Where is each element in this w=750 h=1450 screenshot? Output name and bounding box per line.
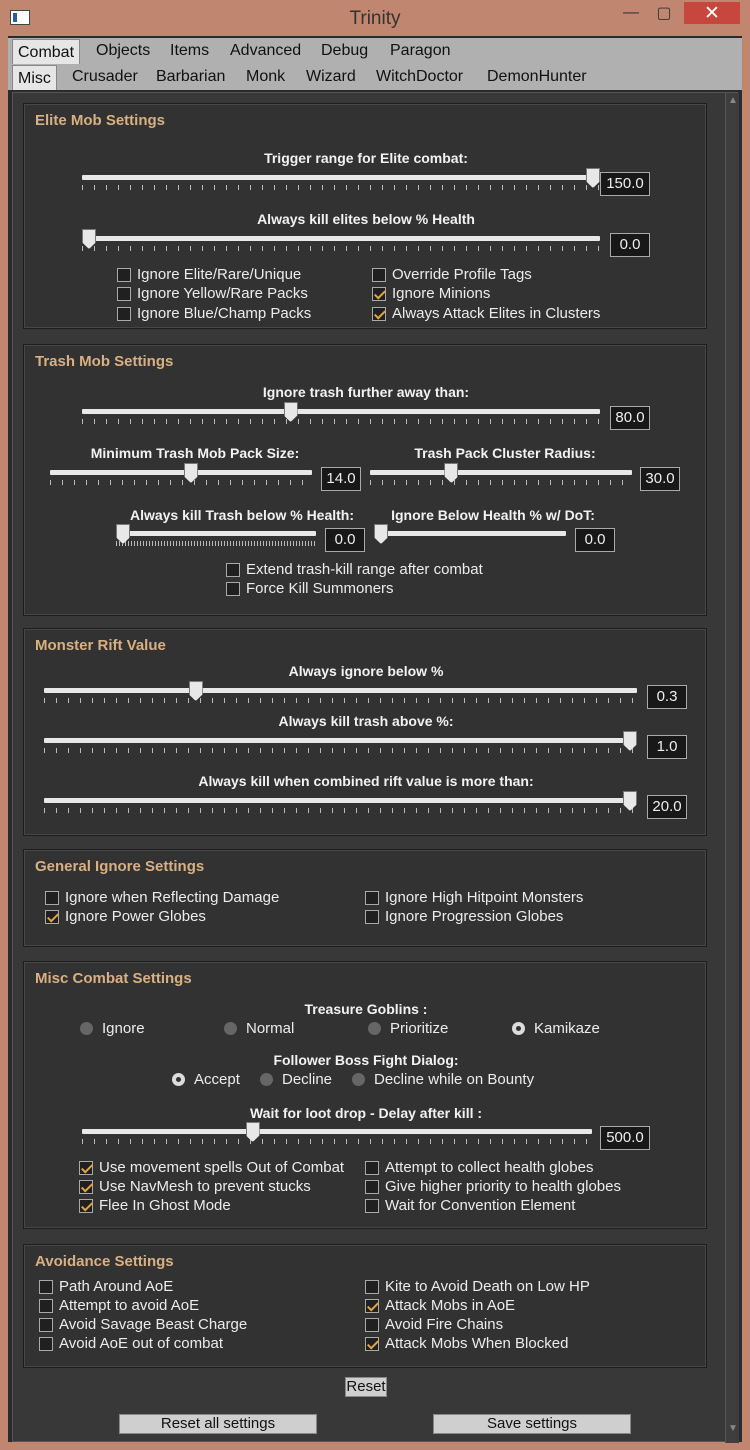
checkbox-box[interactable] [39, 1318, 53, 1332]
tab-items[interactable]: Items [170, 42, 210, 59]
trigger-range-track[interactable] [82, 175, 600, 180]
trash-range-label: Ignore trash further away than: [262, 384, 470, 400]
checkbox-label: Override Profile Tags [392, 266, 532, 283]
checkbox-box[interactable] [79, 1180, 93, 1194]
scroll-down-icon[interactable]: ▼ [728, 1423, 738, 1434]
checkbox-label: Flee In Ghost Mode [99, 1197, 231, 1214]
checkbox-box[interactable] [79, 1199, 93, 1213]
checkbox-box[interactable] [365, 910, 379, 924]
group-title: General Ignore Settings [35, 858, 205, 875]
rift-value-group [23, 628, 707, 836]
radio-dot[interactable] [80, 1022, 93, 1035]
tab-demonhunter[interactable]: DemonHunter [487, 68, 587, 85]
radio-goblin-prioritize[interactable] [368, 1020, 448, 1037]
kill-trash-ticks [116, 541, 316, 546]
trash-mob-group [23, 344, 707, 616]
tab-monk[interactable]: Monk [246, 68, 286, 85]
checkbox-label: Avoid AoE out of combat [59, 1335, 223, 1352]
checkbox-label: Path Around AoE [59, 1278, 174, 1295]
rift-ignore-label: Always ignore below % [288, 663, 444, 679]
window-title: Trinity [349, 8, 401, 29]
group-title: Avoidance Settings [35, 1253, 174, 1270]
cluster-radius-ticks [370, 480, 632, 485]
checkbox-progression-globes[interactable] [365, 908, 563, 925]
minimize-button[interactable]: — [623, 4, 639, 21]
checkbox-box[interactable] [365, 891, 379, 905]
checkbox-beast-charge[interactable] [39, 1316, 247, 1333]
elite-mob-group [23, 103, 707, 329]
checkbox-box[interactable] [365, 1280, 379, 1294]
checkbox-box[interactable] [39, 1337, 53, 1351]
secondary-tabs [8, 64, 742, 90]
tab-paragon[interactable]: Paragon [390, 42, 451, 59]
cluster-radius-value[interactable]: 30.0 [640, 467, 680, 491]
checkbox-override-tags[interactable] [372, 266, 532, 283]
rift-combined-label: Always kill when combined rift value is more than: [198, 773, 534, 789]
radio-goblin-normal[interactable] [224, 1020, 294, 1037]
radio-follower-accept[interactable] [172, 1071, 240, 1088]
checkbox-box[interactable] [365, 1318, 379, 1332]
rift-kill-above-track[interactable] [44, 738, 637, 743]
checkbox-fire-chains[interactable] [365, 1316, 503, 1333]
checkbox-label: Kite to Avoid Death on Low HP [385, 1278, 590, 1295]
rift-kill-above-value[interactable]: 1.0 [647, 735, 687, 759]
checkbox-box[interactable] [117, 268, 131, 282]
vertical-scrollbar[interactable] [725, 93, 739, 1443]
radio-label: Normal [246, 1020, 295, 1037]
radio-label: Kamikaze [534, 1020, 600, 1037]
reset-all-button[interactable]: Reset all settings [119, 1414, 317, 1434]
tab-advanced[interactable]: Advanced [230, 42, 302, 59]
checkbox-label: Avoid Fire Chains [385, 1316, 504, 1333]
checkbox-aoe-out-of-combat[interactable] [39, 1335, 223, 1352]
rift-combined-value[interactable]: 20.0 [647, 795, 687, 819]
checkbox-box[interactable] [365, 1199, 379, 1213]
radio-label: Decline while on Bounty [374, 1071, 535, 1088]
checkbox-label: Avoid Savage Beast Charge [59, 1316, 248, 1333]
elite-health-value[interactable]: 0.0 [610, 233, 650, 257]
checkbox-attack-in-aoe[interactable] [365, 1297, 515, 1314]
radio-follower-decline-bounty[interactable] [352, 1071, 534, 1088]
tab-barbarian[interactable]: Barbarian [156, 68, 226, 85]
tab-witchdoctor[interactable]: WitchDoctor [376, 68, 464, 85]
checkbox-label: Attack Mobs When Blocked [385, 1335, 569, 1352]
checkbox-priority-globes[interactable] [365, 1178, 621, 1195]
elite-health-track[interactable] [82, 236, 600, 241]
checkbox-path-around-aoe[interactable] [39, 1278, 173, 1295]
checkbox-label: Wait for Convention Element [385, 1197, 576, 1214]
trash-range-track[interactable] [82, 409, 600, 414]
checkbox-attack-when-blocked[interactable] [365, 1335, 568, 1352]
group-title: Monster Rift Value [35, 637, 166, 654]
checkbox-label: Use NavMesh to prevent stucks [99, 1178, 311, 1195]
checkbox-box[interactable] [39, 1280, 53, 1294]
checkbox-high-hitpoint[interactable] [365, 889, 583, 906]
rift-combined-ticks [44, 808, 637, 813]
save-settings-button[interactable]: Save settings [433, 1414, 631, 1434]
checkbox-force-kill[interactable] [226, 580, 394, 597]
trash-range-value[interactable]: 80.0 [610, 406, 650, 430]
checkbox-label: Always Attack Elites in Clusters [392, 305, 601, 322]
settings-panel [12, 92, 738, 1442]
checkbox-box[interactable] [226, 582, 240, 596]
checkbox-reflect-damage[interactable] [45, 889, 279, 906]
checkbox-box[interactable] [45, 891, 59, 905]
checkbox-box[interactable] [365, 1180, 379, 1194]
checkbox-label: Force Kill Summoners [246, 580, 394, 597]
checkbox-label: Attack Mobs in AoE [385, 1297, 516, 1314]
elite-health-label: Always kill elites below % Health [257, 211, 475, 227]
misc-combat-group [23, 961, 707, 1229]
trigger-range-ticks [82, 185, 600, 190]
checkbox-label: Ignore Minions [392, 285, 491, 302]
checkbox-attack-clusters[interactable] [372, 305, 600, 322]
rift-kill-above-label: Always kill trash above %: [278, 713, 454, 729]
checkbox-box[interactable] [226, 563, 240, 577]
title-bar[interactable] [0, 0, 750, 36]
checkbox-box[interactable] [372, 287, 386, 301]
radio-dot[interactable] [368, 1022, 381, 1035]
kill-trash-value[interactable]: 0.0 [325, 528, 365, 552]
trash-range-ticks [82, 419, 600, 424]
radio-label: Accept [194, 1071, 240, 1088]
checkbox-convention-element[interactable] [365, 1197, 575, 1214]
checkbox-label: Give higher priority to health globes [385, 1178, 621, 1195]
rift-ignore-value[interactable]: 0.3 [647, 685, 687, 709]
group-title: Elite Mob Settings [35, 112, 166, 129]
checkbox-label: Extend trash-kill range after combat [246, 561, 483, 578]
cluster-radius-label: Trash Pack Cluster Radius: [414, 445, 596, 461]
checkbox-label: Ignore Power Globes [65, 908, 206, 925]
checkbox-box[interactable] [79, 1161, 93, 1175]
checkbox-power-globes[interactable] [45, 908, 206, 925]
reset-button[interactable]: Reset [346, 1378, 386, 1395]
checkbox-box[interactable] [45, 910, 59, 924]
dot-health-value[interactable]: 0.0 [575, 528, 615, 552]
trigger-range-value[interactable]: 150.0 [600, 172, 650, 196]
checkbox-label: Ignore High Hitpoint Monsters [385, 889, 584, 906]
group-title: Trash Mob Settings [35, 353, 174, 370]
radio-dot[interactable] [224, 1022, 237, 1035]
loot-delay-label: Wait for loot drop - Delay after kill : [249, 1105, 483, 1121]
radio-dot[interactable] [352, 1073, 365, 1086]
radio-follower-decline[interactable] [260, 1071, 332, 1088]
checkbox-movement-spells[interactable] [79, 1159, 344, 1176]
radio-dot[interactable] [172, 1073, 185, 1086]
kill-trash-track[interactable] [116, 531, 316, 536]
checkbox-box[interactable] [365, 1337, 379, 1351]
checkbox-label: Attempt to collect health globes [385, 1159, 594, 1176]
rift-combined-track[interactable] [44, 798, 637, 803]
primary-tabs [8, 38, 742, 64]
trigger-range-label: Trigger range for Elite combat: [264, 150, 468, 166]
radio-dot[interactable] [512, 1022, 525, 1035]
radio-label: Decline [282, 1071, 333, 1088]
kill-trash-label: Always kill Trash below % Health: [129, 507, 355, 523]
goblins-label: Treasure Goblins : [304, 1001, 428, 1017]
checkbox-health-globes[interactable] [365, 1159, 593, 1176]
close-button[interactable]: ✕ [684, 2, 740, 24]
tab-debug[interactable]: Debug [321, 42, 369, 59]
checkbox-label: Ignore when Reflecting Damage [65, 889, 280, 906]
pack-size-track[interactable] [50, 470, 312, 475]
checkbox-box[interactable] [372, 307, 386, 321]
dot-health-thumb[interactable] [374, 524, 388, 544]
checkbox-label: Ignore Blue/Champ Packs [137, 305, 312, 322]
window-client [8, 36, 742, 1442]
checkbox-kite-low-hp[interactable] [365, 1278, 590, 1295]
tab-objects[interactable]: Objects [96, 42, 151, 59]
checkbox-box[interactable] [365, 1161, 379, 1175]
checkbox-avoid-aoe[interactable] [39, 1297, 199, 1314]
loot-delay-track[interactable] [82, 1129, 592, 1134]
rift-ignore-ticks [44, 698, 637, 703]
maximize-button[interactable]: ▢ [656, 5, 672, 22]
tab-crusader[interactable]: Crusader [72, 68, 138, 85]
loot-delay-value[interactable]: 500.0 [600, 1126, 650, 1150]
radio-dot[interactable] [260, 1073, 273, 1086]
tab-misc[interactable]: Misc [12, 65, 57, 90]
radio-label: Ignore [102, 1020, 145, 1037]
radio-goblin-ignore[interactable] [80, 1020, 145, 1037]
dot-health-label: Ignore Below Health % w/ DoT: [391, 507, 595, 523]
loot-delay-ticks [82, 1139, 592, 1144]
scroll-up-icon[interactable]: ▲ [728, 95, 738, 106]
checkbox-label: Ignore Progression Globes [385, 908, 564, 925]
checkbox-navmesh[interactable] [79, 1178, 311, 1195]
cluster-radius-track[interactable] [370, 470, 632, 475]
radio-label: Prioritize [390, 1020, 449, 1037]
rift-ignore-track[interactable] [44, 688, 637, 693]
tab-wizard[interactable]: Wizard [306, 68, 356, 85]
checkbox-ignore-elite[interactable] [117, 266, 301, 283]
elite-health-ticks [82, 246, 600, 251]
follower-dialog-label: Follower Boss Fight Dialog: [273, 1052, 459, 1068]
checkbox-box[interactable] [365, 1299, 379, 1313]
checkbox-label: Use movement spells Out of Combat [99, 1159, 345, 1176]
checkbox-box[interactable] [372, 268, 386, 282]
rift-kill-above-ticks [44, 748, 637, 753]
checkbox-label: Ignore Yellow/Rare Packs [137, 285, 308, 302]
checkbox-label: Attempt to avoid AoE [59, 1297, 200, 1314]
checkbox-ghost-mode[interactable] [79, 1197, 231, 1214]
general-ignore-group [23, 849, 707, 947]
tab-combat[interactable]: Combat [12, 39, 80, 64]
pack-size-value[interactable]: 14.0 [321, 467, 361, 491]
checkbox-box[interactable] [39, 1299, 53, 1313]
checkbox-box[interactable] [117, 307, 131, 321]
radio-goblin-kamikaze[interactable] [512, 1020, 600, 1037]
avoidance-group [23, 1244, 707, 1368]
checkbox-box[interactable] [117, 287, 131, 301]
checkbox-ignore-yellow[interactable] [117, 285, 308, 302]
pack-size-ticks [50, 480, 312, 485]
group-title: Misc Combat Settings [35, 970, 192, 987]
dot-health-track[interactable] [374, 531, 566, 536]
checkbox-label: Ignore Elite/Rare/Unique [137, 266, 302, 283]
pack-size-label: Minimum Trash Mob Pack Size: [90, 445, 300, 461]
checkbox-extend-range[interactable] [226, 561, 483, 578]
checkbox-ignore-minions[interactable] [372, 285, 490, 302]
checkbox-ignore-blue[interactable] [117, 305, 311, 322]
